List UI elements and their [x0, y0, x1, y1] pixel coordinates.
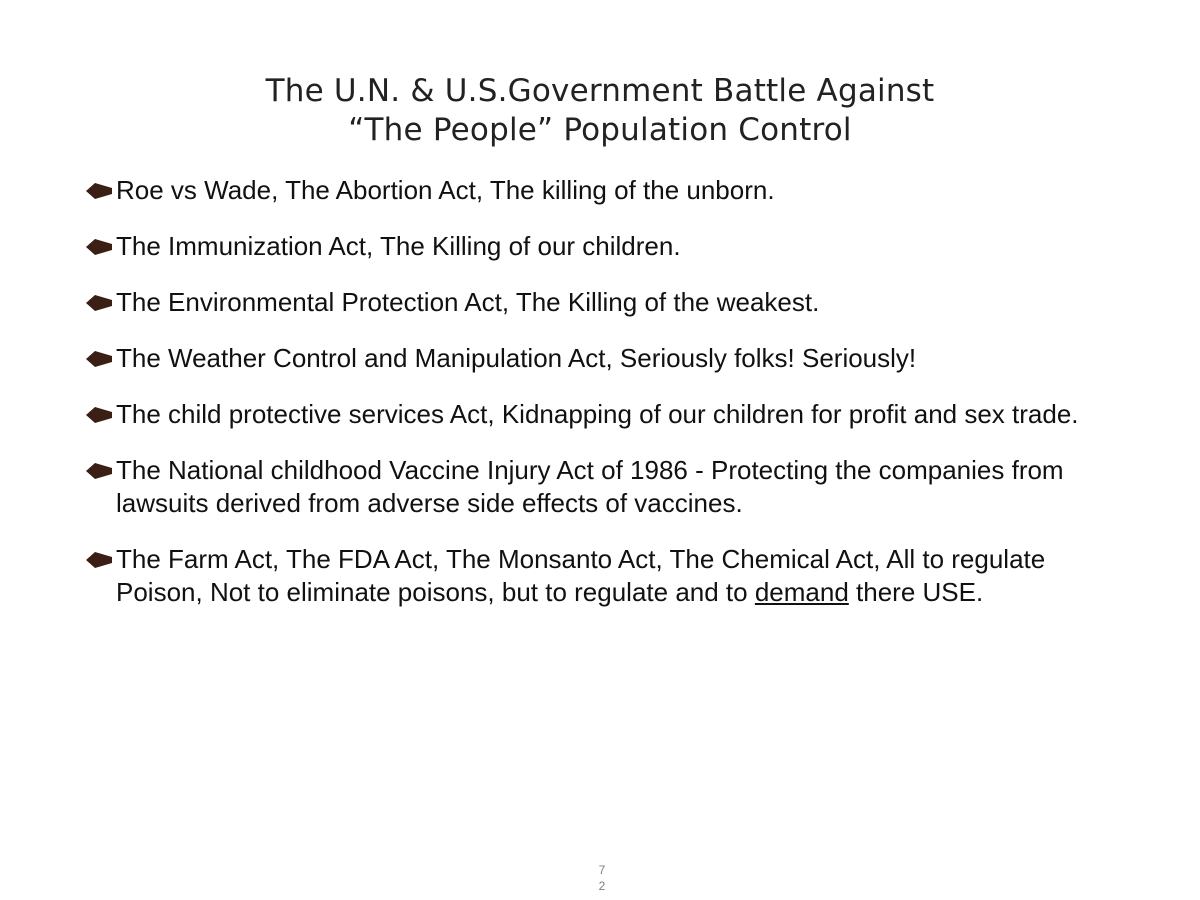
underlined-word-demand: demand [754, 577, 849, 607]
bullet-text-before: The Farm Act, The FDA Act, The Monsanto Act, The Chemical Act, All to regulate Poison, Not to eliminate poisons, but to regulate and to [116, 544, 1046, 607]
bullet-item-vaccine-injury-act [86, 454, 1106, 520]
slide-title [0, 72, 1200, 150]
bullet-text: The Environmental Protection Act, The Killing of the weakest. [116, 287, 820, 317]
page-number-digit-1: 7 [598, 863, 606, 877]
bullet-text-after: there USE. [848, 577, 984, 607]
page-number-digit-2: 2 [598, 879, 606, 893]
diamond-arrow-icon [86, 552, 112, 568]
bullet-text: The child protective services Act, Kidnapping of our children for profit and sex trade. [116, 399, 1079, 429]
bullet-item-environmental-protection-act [86, 286, 1106, 319]
diamond-arrow-icon [86, 183, 112, 199]
bullet-item-weather-control-act [86, 342, 1106, 375]
diamond-arrow-icon [86, 463, 112, 479]
diamond-arrow-icon [86, 351, 112, 367]
bullet-text: The Immunization Act, The Killing of our children. [116, 231, 681, 261]
title-line-1: The U.N. & U.S.Government Battle Against [265, 73, 935, 109]
title-line-2: “The People” Population Control [348, 112, 852, 148]
bullet-text: The Weather Control and Manipulation Act, Seriously folks! Seriously! [116, 343, 917, 373]
diamond-arrow-icon [86, 407, 112, 423]
bullet-text: The National childhood Vaccine Injury Act of 1986 - Protecting the companies from lawsuits derived from adverse side effects of vaccines. [116, 455, 1064, 518]
bullet-item-child-protective-services-act [86, 398, 1106, 431]
bullet-text: Roe vs Wade, The Abortion Act, The killing of the unborn. [116, 175, 775, 205]
page-number [596, 862, 608, 894]
diamond-arrow-icon [86, 295, 112, 311]
bullet-list [86, 174, 1106, 632]
bullet-item-farm-fda-monsanto-act [86, 543, 1106, 609]
bullet-item-roe-vs-wade [86, 174, 1106, 207]
diamond-arrow-icon [86, 239, 112, 255]
bullet-item-immunization-act [86, 230, 1106, 263]
